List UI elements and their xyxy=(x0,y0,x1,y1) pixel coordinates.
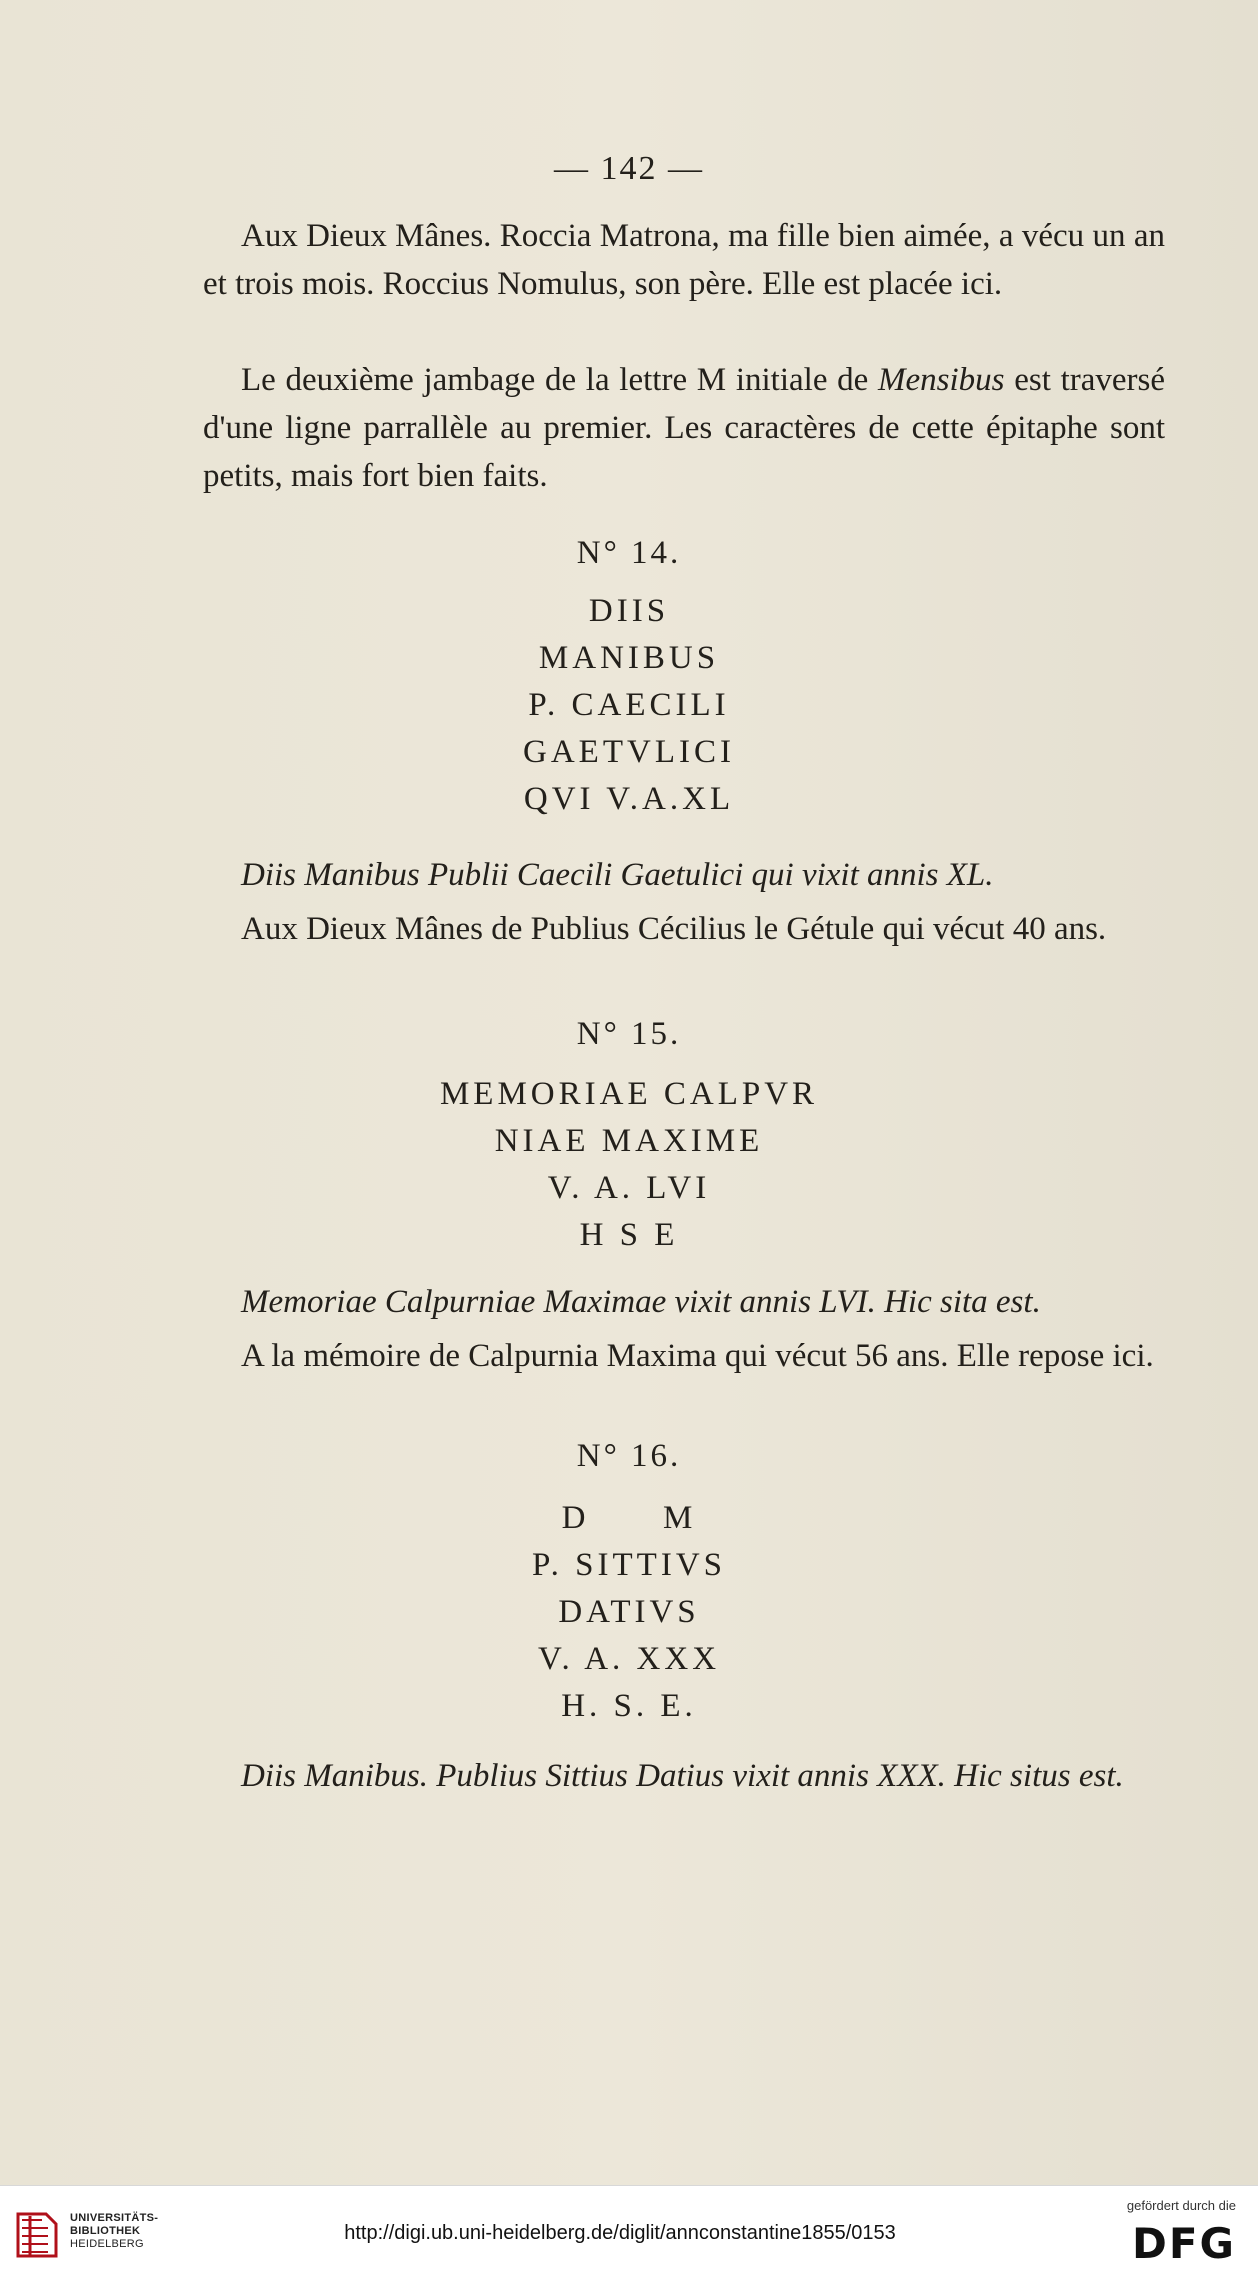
entry-16-latin xyxy=(203,1752,1165,1800)
entry-16-line-2: P. SITTIVS xyxy=(531,1547,727,1583)
entry-14-heading: N° 14. xyxy=(576,535,682,571)
entry-15-line-1: MEMORIAE CALPVR xyxy=(439,1076,819,1112)
funding-credit: gefördert durch die xyxy=(1126,2198,1236,2213)
intro-paragraph-2-text-a: Le deuxième jambage de la lettre M initiale de xyxy=(241,362,879,398)
intro-paragraph-2-text-b: est traversé d'une ligne parrallèle au premier. Les caractères de cette épitaphe sont petits, mais fort bien faits. xyxy=(203,362,1165,494)
dfg-logo: DFG xyxy=(1131,2219,1236,2268)
entry-15-line-2: NIAE MAXIME xyxy=(494,1123,764,1159)
entry-16-line-3: DATIVS xyxy=(558,1594,700,1630)
university-library-name xyxy=(70,2212,158,2251)
entry-15-french xyxy=(203,1332,1165,1380)
footer-bar xyxy=(0,2185,1258,2277)
ub-line-3: HEIDELBERG xyxy=(70,2238,144,2250)
intro-paragraph-1 xyxy=(203,212,1165,308)
entry-14-french-text: Aux Dieux Mânes de Publius Cécilius le Gétule qui vécut 40 ans. xyxy=(241,911,1107,947)
entry-14-latin xyxy=(203,851,1165,899)
entry-14-line-2: MANIBUS xyxy=(538,640,720,676)
entry-15-heading: N° 15. xyxy=(576,1016,682,1052)
entry-16-line-4: V. A. XXX xyxy=(537,1641,721,1677)
entry-16-heading: N° 16. xyxy=(576,1438,682,1474)
entry-14-line-4: GAETVLICI xyxy=(523,734,735,770)
entry-14-line-3: P. CAECILI xyxy=(528,687,730,723)
intro-paragraph-2-italic: Mensibus xyxy=(878,362,1005,398)
entry-14-french xyxy=(203,905,1165,953)
entry-15-line-3: V. A. LVI xyxy=(547,1170,711,1206)
university-library-logo-icon xyxy=(12,2206,60,2262)
entry-15-line-4: H S E xyxy=(579,1217,679,1253)
entry-15-french-text: A la mémoire de Calpurnia Maxima qui vécut 56 ans. Elle repose ici. xyxy=(241,1338,1154,1374)
entry-15-latin xyxy=(203,1278,1165,1326)
entry-14-line-5: QVI V.A.XL xyxy=(523,781,735,817)
ub-line-1: UNIVERSITÄTS- xyxy=(70,2212,159,2224)
intro-paragraph-2 xyxy=(203,356,1165,500)
entry-16-line-1: D M xyxy=(561,1500,697,1536)
entry-15-latin-text: Memoriae Calpurniae Maximae vixit annis LVI. Hic sita est. xyxy=(241,1284,1041,1320)
entry-16-line-5: H. S. E. xyxy=(561,1688,697,1724)
entry-14-latin-text: Diis Manibus Publii Caecili Gaetulici qui vixit annis XL. xyxy=(241,857,994,893)
ub-line-2: BIBLIOTHEK xyxy=(70,2225,141,2237)
entry-14-line-1: DIIS xyxy=(588,593,670,629)
entry-16-latin-text: Diis Manibus. Publius Sittius Datius vixit annis XXX. Hic situs est. xyxy=(241,1758,1124,1794)
intro-paragraph-1-text: Aux Dieux Mânes. Roccia Matrona, ma fille bien aimée, a vécu un an et trois mois. Roccius Nomulus, son père. Elle est placée ici. xyxy=(203,218,1165,302)
source-url-link[interactable]: http://digi.ub.uni-heidelberg.de/diglit/annconstantine1855/0153 xyxy=(344,2222,896,2244)
page-number: — 142 — xyxy=(554,150,704,187)
